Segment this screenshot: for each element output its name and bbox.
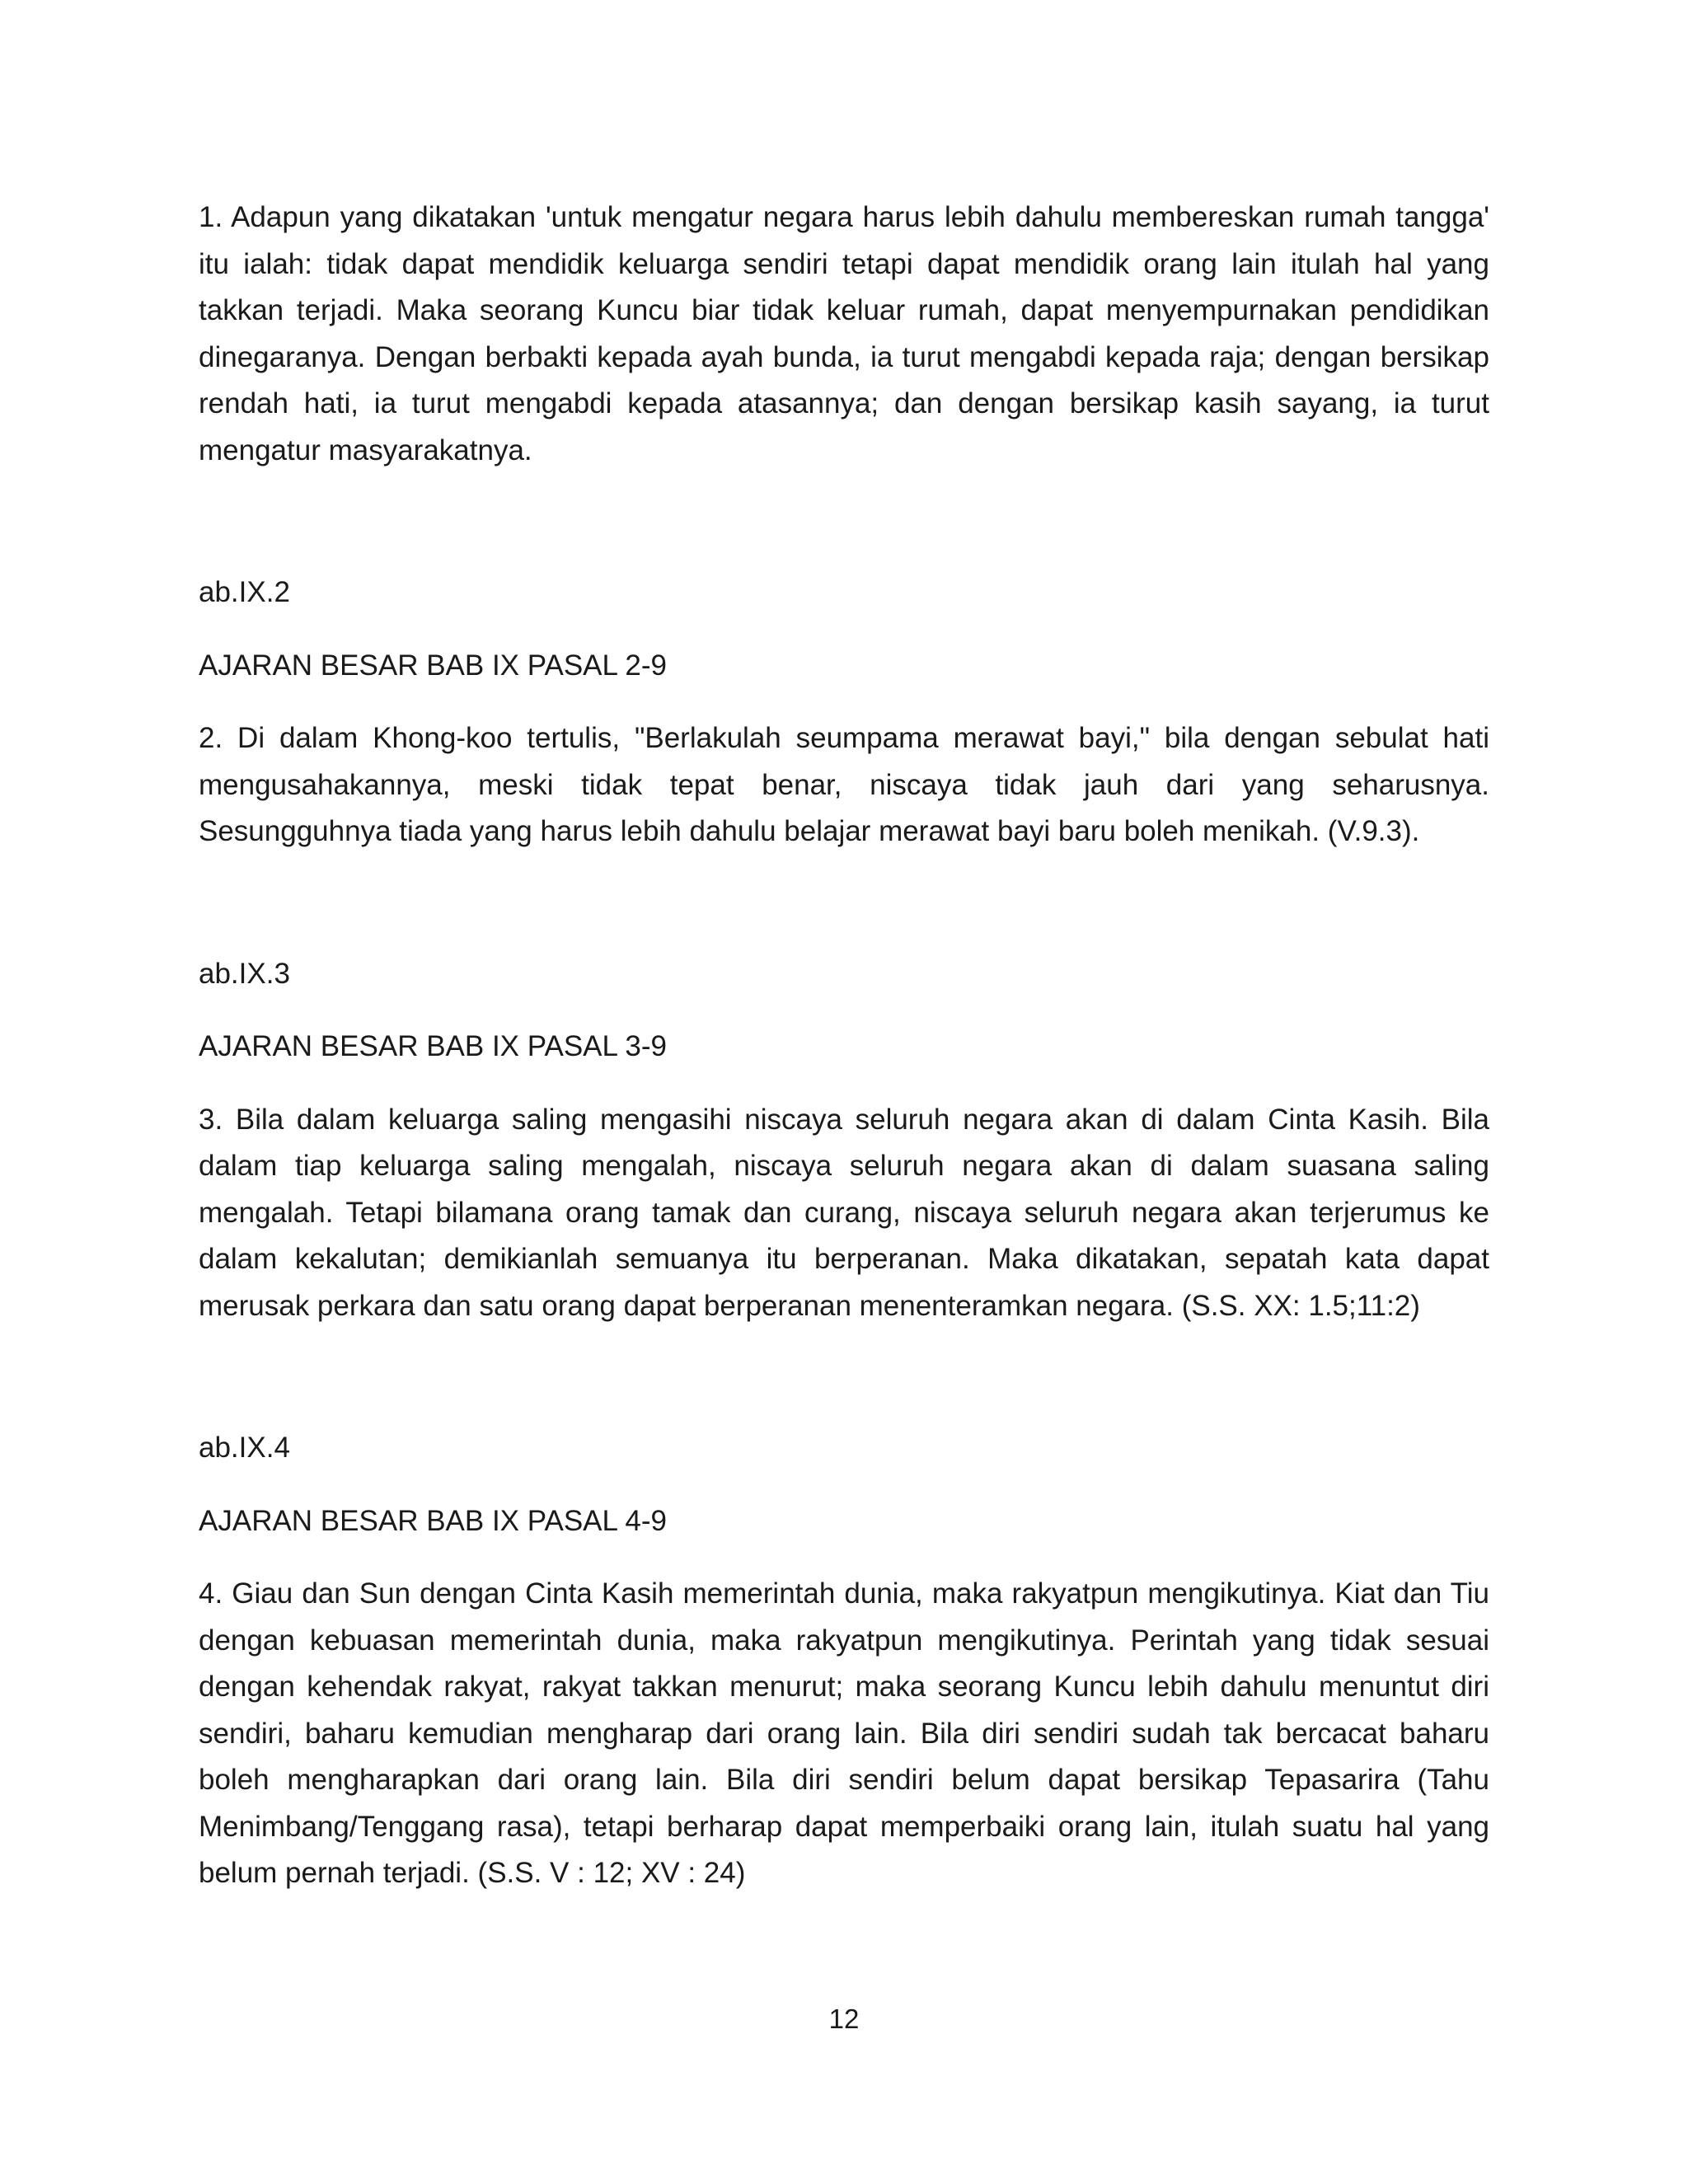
spacer [199,689,1489,715]
section-heading-4: AJARAN BESAR BAB IX PASAL 4-9 [199,1504,667,1537]
spacer [199,474,1489,569]
section-text-2: 2. Di dalam Khong-koo tertulis, "Berlakulah seumpama merawat bayi," bila dengan sebulat hati mengusahakannya, meski tidak tepat benar, niscaya tidak jauh dari yang seharusnya. Sesungguhnya tiada yang harus lebih dahulu belajar merawat bayi baru boleh menikah. (V.9.3). [199,722,1489,847]
section-text-3: 3. Bila dalam keluarga saling mengasihi niscaya seluruh negara akan di dalam Cinta Kasih. Bila dalam tiap keluarga saling mengalah, niscaya seluruh negara akan di dalam suasana saling mengalah. Tetapi bilamana orang tamak dan curang, niscaya seluruh negara akan terjerumus ke dalam kekalutan; demikianlah semuanya itu berperanan. Maka dikatakan, sepatah kata dapat merusak perkara dan satu orang dapat berperanan menenteramkan negara. (S.S. XX: 1.5;11:2) [199,1103,1489,1322]
spacer [199,1071,1489,1097]
spacer [199,1329,1489,1425]
section-code-4: ab.IX.4 [199,1432,290,1464]
spacer [199,855,1489,951]
section-text-4: 4. Giau dan Sun dengan Cinta Kasih memerintah dunia, maka rakyatpun mengikutinya. Kiat dan Tiu dengan kebuasan memerintah dunia, maka rakyatpun mengikutinya. Perintah yang tidak sesuai dengan kehendak rakyat, rakyat takkan menurut; maka seorang Kuncu lebih dahulu menuntut diri sendiri, baharu kemudian mengharap dari orang lain. Bila diri sendiri sudah tak bercacat baharu boleh mengharapkan dari orang lain. Bila diri sendiri belum dapat bersikap Tepasarira (Tahu Menimbang/Tenggang rasa), tetapi berharap dapat memperbaiki orang lain, itulah suatu hal yang belum pernah terjadi. (S.S. V : 12; XV : 24) [199,1577,1489,1889]
section-heading-3: AJARAN BESAR BAB IX PASAL 3-9 [199,1030,667,1062]
spacer [199,1544,1489,1571]
page-number: 12 [828,2004,860,2034]
spacer [199,1472,1489,1498]
section-code-3: ab.IX.3 [199,957,290,990]
page-content [199,194,1489,1897]
section-heading-2: AJARAN BESAR BAB IX PASAL 2-9 [199,649,667,682]
spacer [199,997,1489,1024]
section-code-2: ab.IX.2 [199,576,290,608]
paragraph-1: 1. Adapun yang dikatakan 'untuk mengatur negara harus lebih dahulu membereskan rumah tangga' itu ialah: tidak dapat mendidik keluarga sendiri tetapi dapat mendidik orang lain itulah hal yang takkan terjadi. Maka seorang Kuncu biar tidak keluar rumah, dapat menyempurnakan pendidikan dinegaranya. Dengan berbakti kepada ayah bunda, ia turut mengabdi kepada raja; dengan bersikap rendah hati, ia turut mengabdi kepada atasannya; dan dengan bersikap kasih sayang, ia turut mengatur masyarakatnya. [199,201,1489,466]
spacer [199,616,1489,643]
